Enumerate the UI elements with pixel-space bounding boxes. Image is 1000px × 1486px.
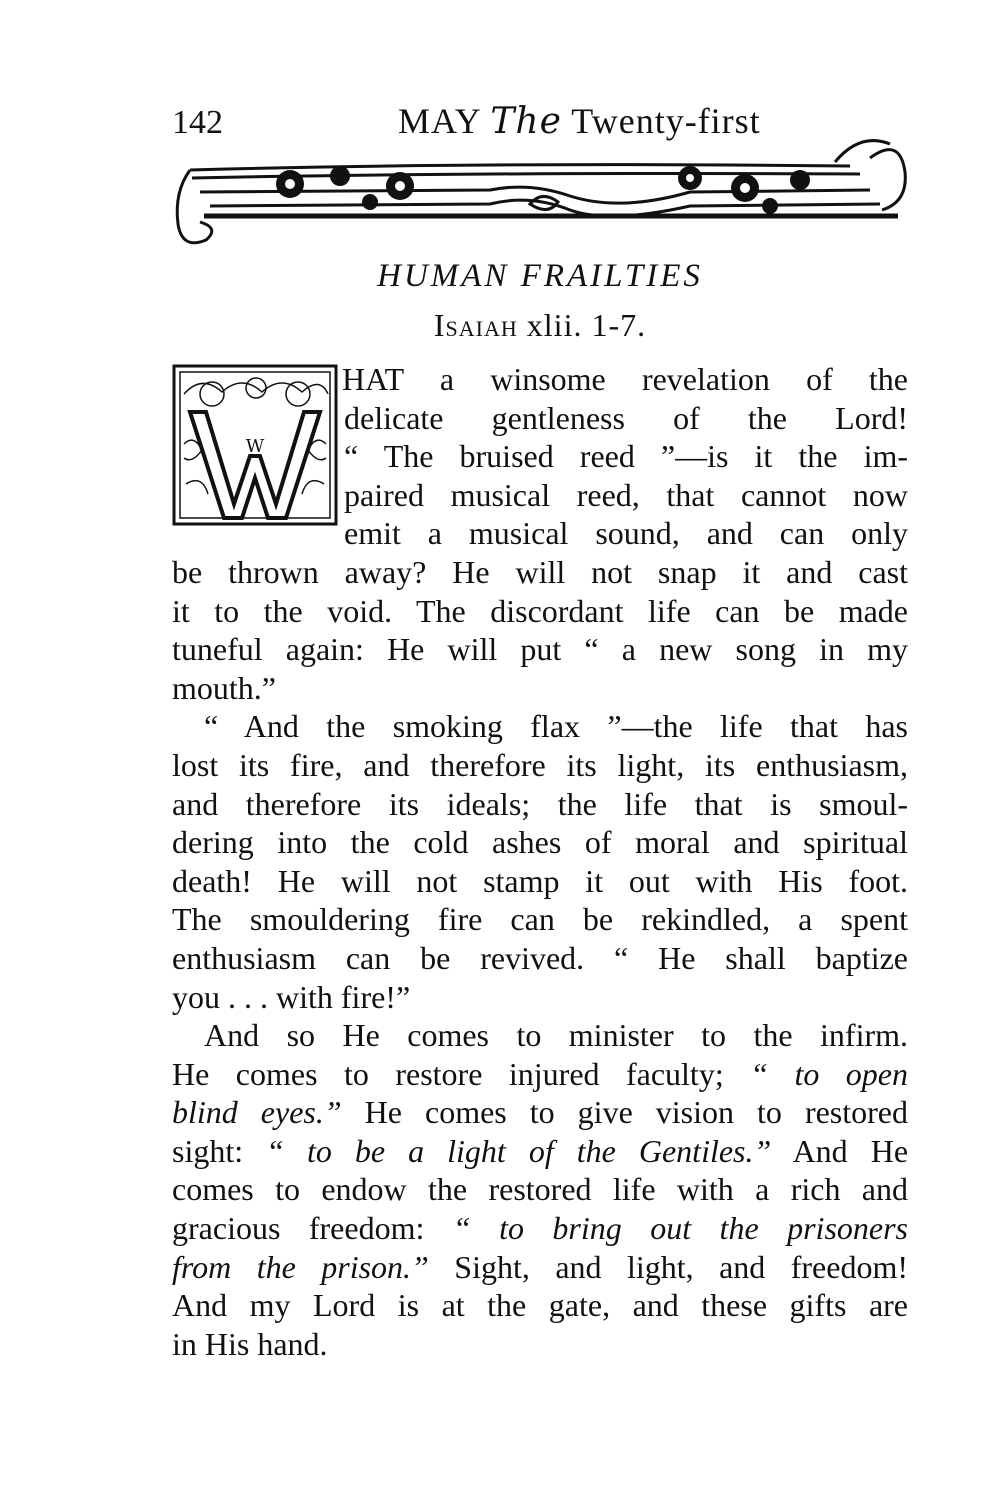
text-segment: And so He comes to minister to the infirm.	[204, 1017, 908, 1054]
text-line: paired musical reed, that cannot now	[344, 476, 908, 513]
floral-ornament-icon	[170, 132, 910, 254]
text-segment: comes to endow the restored life with a rich and	[172, 1171, 908, 1208]
text-segment: And my Lord is at the gate, and these gifts are	[172, 1287, 908, 1324]
paragraph-1	[172, 360, 908, 707]
text-segment: And He	[771, 1132, 909, 1169]
text-line: and therefore its ideals; the life that is smoul-	[172, 785, 908, 822]
text-segment: in His hand.	[172, 1325, 328, 1362]
text-line: tuneful again: He will put “ a new song in my	[172, 631, 908, 668]
text-line	[172, 1325, 908, 1364]
scripture-book: Isaiah	[433, 307, 518, 343]
text-line	[172, 1286, 908, 1325]
header-month: MAY	[398, 101, 481, 141]
text-segment: gracious freedom:	[172, 1210, 453, 1247]
quoted-scripture: “ to be a light of the Gentiles.”	[266, 1132, 772, 1169]
text-line	[172, 1093, 908, 1132]
text-line: “ And the smoking flax ”—the life that has	[204, 708, 908, 745]
quoted-scripture: “ to open	[750, 1055, 909, 1092]
text-line	[172, 1132, 908, 1171]
text-line: “ The bruised reed ”—is it the im-	[344, 438, 908, 475]
text-line	[172, 1248, 908, 1287]
text-segment: He comes to restore injured faculty;	[172, 1055, 751, 1092]
quoted-scripture: from the prison.”	[172, 1248, 429, 1285]
text-line: be thrown away? He will not snap it and cast	[172, 553, 908, 590]
text-line: emit a musical sound, and can only	[344, 515, 908, 552]
quoted-scripture: “ to bring out the prisoners	[452, 1210, 908, 1247]
text-line	[172, 1055, 908, 1094]
text-line: delicate gentleness of the Lord!	[344, 399, 908, 436]
text-line: enthusiasm can be revived. “ He shall baptize	[172, 939, 908, 976]
text-line: death! He will not stamp it out with His foot.	[172, 862, 908, 899]
text-line	[172, 1209, 908, 1248]
header-day: Twenty-first	[571, 101, 761, 141]
text-segment: He comes to give vision to restored	[341, 1094, 908, 1131]
paragraph-3	[172, 1016, 908, 1363]
text-segment: sight:	[172, 1132, 267, 1169]
text-line: dering into the cold ashes of moral and spiritual	[172, 824, 908, 861]
header-the: The	[490, 101, 562, 142]
text-line: lost its fire, and therefore its light, its enthusiasm,	[172, 746, 908, 783]
body-text	[172, 360, 908, 1363]
text-line: it to the void. The discordant life can be made	[172, 592, 908, 629]
scripture-chapter-verses: xlii. 1-7.	[526, 307, 647, 343]
text-segment: Sight, and light, and freedom!	[428, 1248, 909, 1285]
text-line	[172, 1016, 908, 1055]
text-line	[172, 1170, 908, 1209]
text-line: The smouldering fire can be rekindled, a spent	[172, 901, 908, 938]
reading-title: HUMAN FRAILTIES	[377, 258, 703, 294]
paragraph-2	[172, 707, 908, 1016]
dropcap-letter: W	[245, 436, 265, 457]
scripture-reference	[0, 307, 1000, 344]
text-line: HAT a winsome revelation of the	[342, 361, 908, 397]
text-line: mouth.”	[172, 669, 276, 706]
text-line: you . . . with fire!”	[172, 978, 411, 1015]
page-number: 142	[172, 104, 223, 141]
quoted-scripture: blind eyes.”	[172, 1094, 342, 1131]
